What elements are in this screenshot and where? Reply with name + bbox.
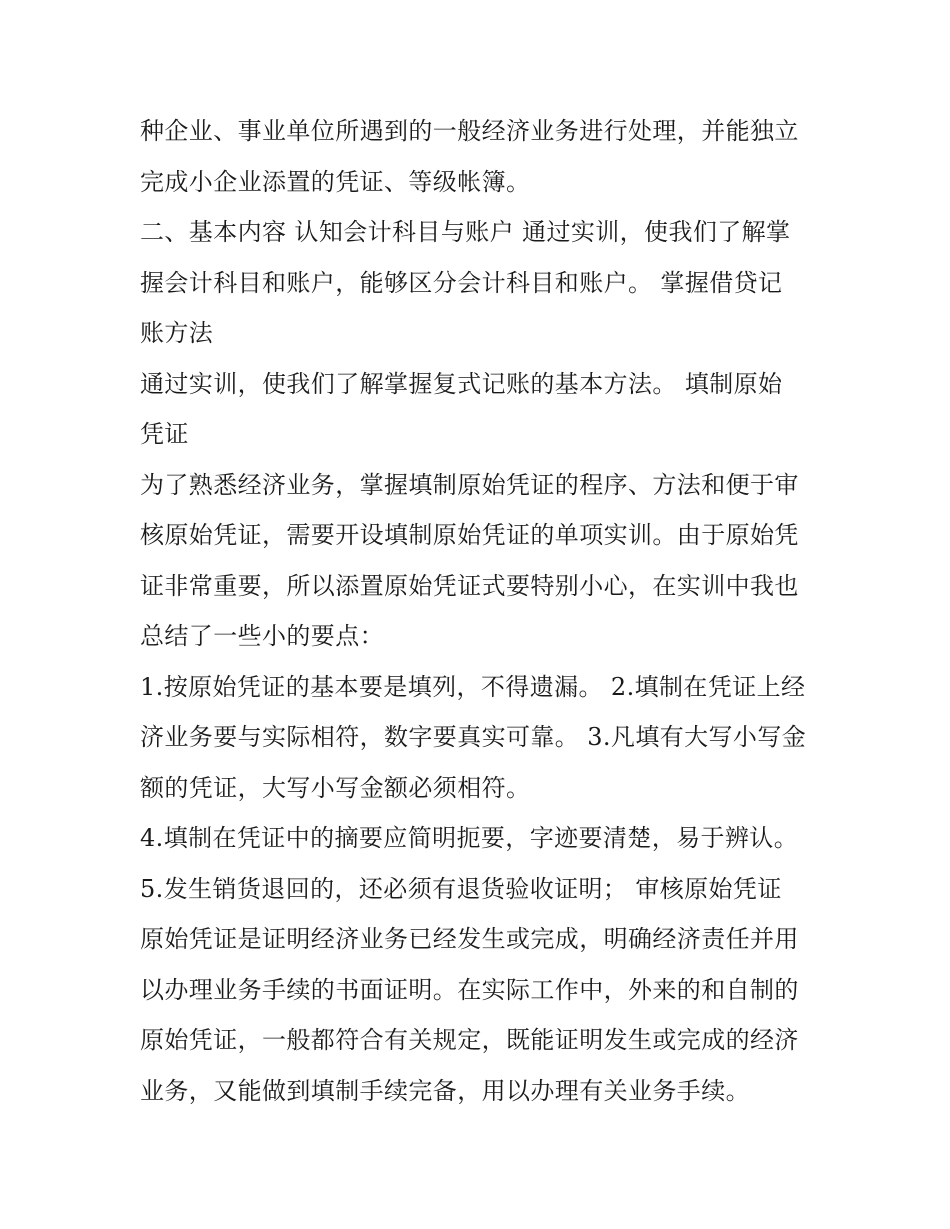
text-line: 凭证 [140,420,189,448]
text-line: 总结了一些小的要点： [140,622,384,650]
text-line: 握会计科目和账户，能够区分会计科目和账户。 掌握借贷记 [140,268,783,297]
text-line: 4.填制在凭证中的摘要应简明扼要，字迹要清楚，易于辨认。 [140,824,799,852]
text-line: 完成小企业添置的凭证、等级帐簿。 [140,167,531,196]
document-body [140,106,830,1116]
text-line: 账方法 [140,319,214,347]
text-line: 种企业、事业单位所遇到的一般经济业务进行处理，并能独立 [140,117,799,145]
text-line: 5.发生销货退回的，还必须有退货验收证明； 审核原始凭证 [140,874,782,903]
text-line: 以办理业务手续的书面证明。在实际工作中，外来的和自制的 [140,975,799,1004]
text-line: 核原始凭证，需要开设填制原始凭证的单项实训。由于原始凭 [140,521,799,549]
text-line: 原始凭证，一般都符合有关规定，既能证明发生或完成的经济 [140,1026,799,1054]
text-line: 原始凭证是证明经济业务已经发生或完成，明确经济责任并用 [140,925,799,953]
text-line: 业务，又能做到填制手续完备，用以办理有关业务手续。 [140,1076,750,1105]
text-line: 通过实训，使我们了解掌握复式记账的基本方法。 填制原始 [140,369,783,398]
text-line: 为了熟悉经济业务，掌握填制原始凭证的程序、方法和便于审 [140,470,799,499]
text-line: 1.按原始凭证的基本要是填列，不得遗漏。 2.填制在凭证上经 [140,672,806,701]
text-line: 证非常重要，所以添置原始凭证式要特别小心，在实训中我也 [140,571,799,600]
text-line: 额的凭证，大写小写金额必须相符。 [140,773,531,802]
text-line: 二、基本内容 认知会计科目与账户 通过实训，使我们了解掌 [140,218,791,246]
text-line: 济业务要与实际相符，数字要真实可靠。 3.凡填有大写小写金 [140,723,807,751]
